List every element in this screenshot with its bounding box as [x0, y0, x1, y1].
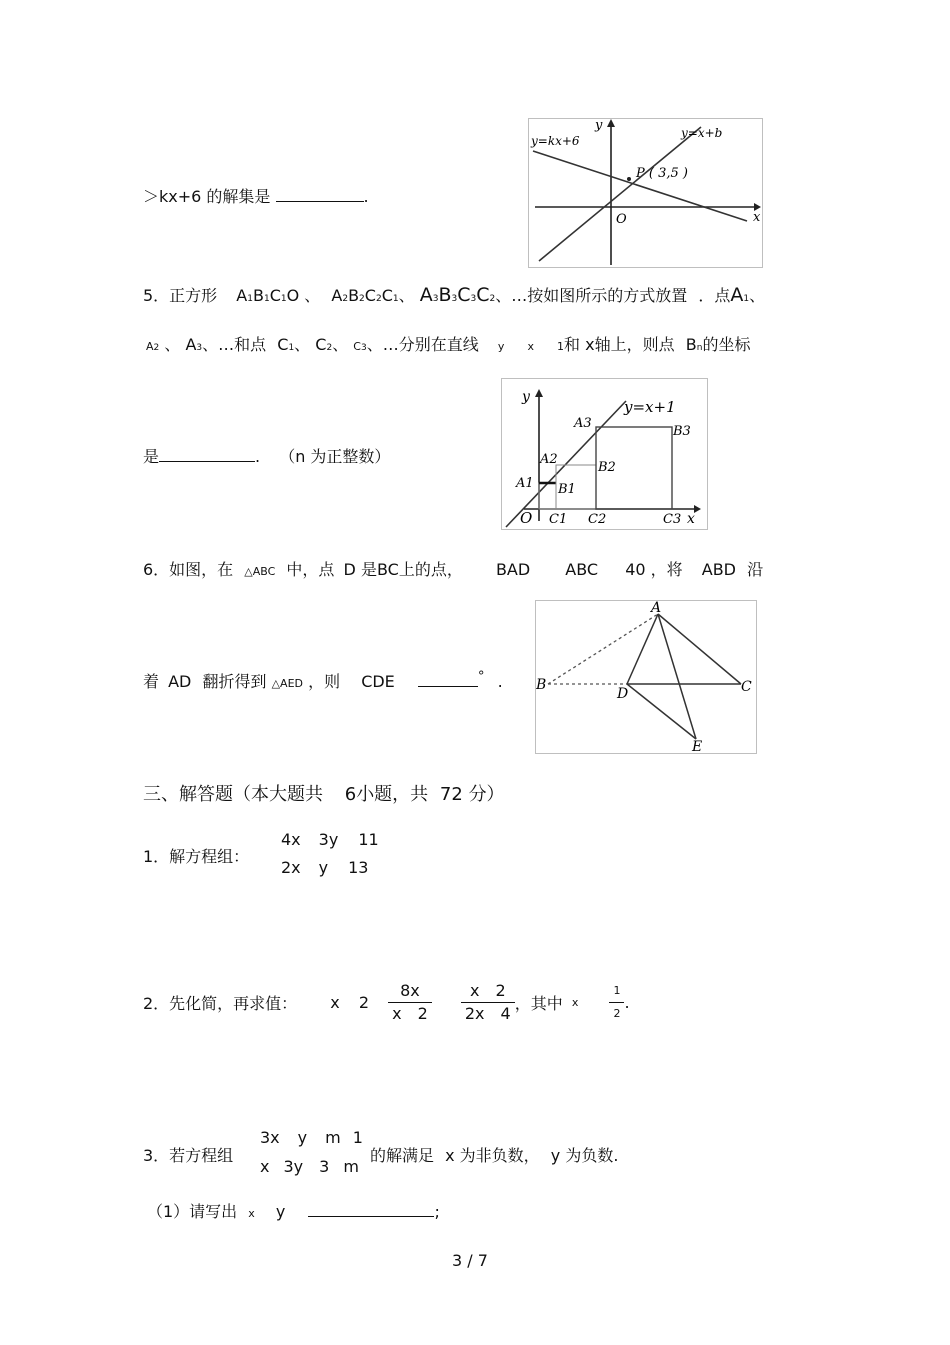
fraction-3 [609, 980, 624, 1025]
text-p2-f1d-0: x [392, 1004, 402, 1023]
text-p2-b: 2 [358, 993, 370, 1012]
text-q5-line2-11: 、 [332, 335, 349, 354]
text-q5-line1-1: A [236, 286, 248, 305]
text-q6-line1-2: 中，点 [286, 560, 335, 579]
text-section3-end: 分） [468, 784, 505, 805]
text-q5-line1-0: 5．正方形 [143, 286, 218, 305]
text-p2-f2n-0: x [469, 981, 480, 1000]
text-q6-line1-5: BC [376, 560, 399, 579]
text-fig1-l1: y=kx+6 [531, 134, 580, 148]
text-q6-line2-3: △AED [271, 677, 303, 690]
figure-squares-on-line [501, 378, 708, 530]
text-p2-end: . [624, 993, 630, 1012]
p3-tail [370, 1143, 618, 1166]
text-q5-line2-21: B [685, 335, 697, 354]
text-fig1-o: O [616, 212, 627, 227]
fraction-1 [388, 980, 432, 1025]
figure-triangle-fold [535, 600, 757, 754]
answer-blank[interactable] [308, 1202, 434, 1217]
text-q6-line1-4: 是 [360, 560, 377, 579]
text-q5-line1-27: A [730, 284, 744, 306]
text-p3-eq2-1: 3y [283, 1157, 304, 1176]
text-q5-line2-2: 、 [164, 335, 181, 354]
text-section3-n: 6 [344, 784, 357, 805]
page-number: 3 / 7 [452, 1251, 488, 1270]
text-q5-line2-14: 、…分别在直线 [366, 335, 479, 354]
text-q6-line1-1: △ABC [244, 565, 276, 578]
text-q5-line1-13: 2 [375, 294, 382, 304]
text-p3-eq2-3: m [343, 1157, 359, 1176]
text-q5-line1-26: ．点 [698, 286, 731, 305]
text-q6-line2-2: 翻折得到 [202, 672, 267, 691]
text-q6-line1-3: D [343, 560, 356, 579]
p1-eq2 [281, 858, 368, 877]
text-p3a-label: （1）请写出 [147, 1202, 238, 1221]
text-p2-f3d: 2 [613, 1007, 621, 1020]
text-q5-line1-3: B [252, 286, 264, 305]
text-q5-line3b: . [255, 447, 261, 466]
text-p2-f2n-1: 2 [495, 981, 506, 1000]
section-title [143, 780, 505, 806]
text-q4-end: . [363, 187, 369, 206]
text-p3-x: x [445, 1146, 455, 1165]
text-p2-mid: ，其中 [514, 994, 563, 1013]
text-fig3-D: D [617, 686, 629, 702]
text-p2-label: 2．先化简，再求值： [143, 994, 298, 1013]
text-fig3-C: C [741, 679, 752, 695]
q5-line3 [143, 444, 390, 467]
text-fig2-C2: C2 [588, 512, 607, 527]
text-q5-line1-12: C [364, 286, 376, 305]
text-q5-line1-6: 1 [280, 294, 287, 304]
text-q5-line1-24: 2 [489, 294, 496, 304]
text-q5-line1-2: 1 [247, 294, 253, 304]
text-p1-eq2-0: 2x [281, 858, 301, 877]
text-fig2-A1: A1 [516, 476, 534, 491]
text-q5-line1-25: 、…按如图所示的方式放置 [495, 286, 688, 305]
text-q5-line2-7: 1 [288, 343, 295, 353]
q5-line2 [146, 332, 750, 355]
text-p2-f1d-1: 2 [417, 1004, 428, 1023]
text-p3-eq1-2: m [325, 1128, 341, 1147]
text-p3-eq2-0: x [260, 1157, 270, 1176]
text-q5-line1-28: 1 [743, 294, 750, 304]
text-q5-line2-23: 的坐标 [702, 335, 751, 354]
text-q5-line2-19: x [585, 335, 595, 354]
text-fig3-B: B [536, 677, 547, 693]
text-q5-line1-17: A [419, 284, 433, 306]
text-q5-line2-12: C [353, 340, 361, 353]
text-q5-line2-1: 2 [153, 343, 160, 353]
fraction-2 [461, 980, 515, 1025]
text-p3-eq1-0: 3x [260, 1128, 280, 1147]
text-q5-line1-8: A [331, 286, 343, 305]
text-fig2-C1: C1 [549, 512, 568, 527]
text-fig1-pt: P ( 3,5 ) [636, 166, 688, 181]
q6-line2 [143, 669, 503, 692]
text-q6-line2-5: CDE [361, 672, 395, 691]
text-p2-a: x [330, 993, 340, 1012]
text-q5-line2-6: C [277, 335, 289, 354]
text-p1-eq1-1: 3y [318, 830, 339, 849]
text-fig1-l2: y=x+b [681, 126, 723, 140]
q5-line1 [143, 283, 765, 306]
text-p3a-end: ; [434, 1202, 440, 1221]
p3-eq1 [260, 1128, 363, 1147]
answer-blank[interactable] [159, 447, 255, 462]
text-p2-f2d-0: 2x [464, 1004, 485, 1023]
text-q5-line1-9: 2 [342, 294, 349, 304]
text-q6-line1-12: 沿 [747, 560, 764, 579]
text-q4-tail: ＞kx+6 的解集是 [143, 187, 271, 206]
text-fig2-C3: C3 [663, 512, 682, 527]
answer-blank[interactable] [276, 187, 364, 202]
text-q6-line1-9: 40 [625, 560, 646, 579]
text-q6-line2-0: 着 [143, 672, 160, 691]
text-q5-line1-4: 1 [263, 294, 270, 304]
text-q5-line2-17: 1 [557, 340, 565, 353]
text-p3-y: y [550, 1146, 561, 1165]
text-p2-f3n: 1 [609, 980, 624, 1003]
text-q6-line1-10: ，将 [650, 560, 683, 579]
text-q6-line2-6: ° [477, 669, 485, 685]
text-fig3-A: A [651, 601, 662, 616]
text-section3-mid: 小题，共 [356, 784, 429, 805]
text-p3a-y: y [275, 1202, 286, 1221]
text-q5-line2-13: 3 [360, 343, 367, 353]
text-p2-f1n: 8x [388, 980, 432, 1003]
point-p [627, 177, 631, 181]
q4-text [143, 184, 369, 207]
p1-eq1 [281, 830, 379, 849]
text-q5-line2-4: 3 [196, 343, 203, 353]
text-fig2-B3: B3 [673, 424, 691, 439]
text-fig2-B1: B1 [558, 482, 576, 497]
text-q5-line1-16: 、 [398, 286, 415, 305]
line-y-kx-6 [533, 151, 747, 221]
text-fig2-y: y [522, 389, 530, 405]
text-q5-line1-20: 3 [451, 294, 458, 304]
text-q5-line1-14: C [381, 286, 393, 305]
text-q6-line1-11: ABD [701, 560, 736, 579]
text-p3-eq1-3: 1 [352, 1128, 363, 1147]
text-q5-line1-11: 2 [359, 294, 365, 304]
text-q5-line2-22: n [696, 343, 703, 353]
text-q5-line1-18: 3 [432, 294, 439, 304]
text-fig2-B2: B2 [598, 460, 616, 475]
text-section3-title: 三、解答题（本大题共 [143, 784, 323, 805]
text-p2-f2d-1: 4 [500, 1004, 511, 1023]
text-p3-eq1-1: y [297, 1128, 308, 1147]
text-q5-line1-29: 、 [749, 286, 766, 305]
p3-eq2 [260, 1157, 359, 1176]
text-p1-eq1-0: 4x [281, 830, 301, 849]
text-section3-pts: 72 [439, 784, 463, 805]
text-p3-t2: 为非负数， [459, 1146, 540, 1165]
text-q6-line2-4: ，则 [308, 672, 341, 691]
text-p3a-x: x [248, 1207, 255, 1220]
text-q5-line2-3: A [185, 335, 197, 354]
text-q6-line2-7: . [497, 672, 503, 691]
text-q6-line1-0: 6．如图，在 [143, 560, 234, 579]
p2 [143, 980, 630, 1030]
text-fig1-x: x [753, 210, 761, 225]
text-q5-line1-23: C [476, 284, 490, 306]
text-p2-xv: x [571, 996, 579, 1009]
figure-3-svg [536, 601, 756, 753]
text-q5-line2-18: 和 [564, 335, 581, 354]
text-q5-line1-21: C [457, 284, 471, 306]
text-q6-line1-8: ABC [565, 560, 599, 579]
text-fig2-O: O [520, 509, 533, 527]
figure-2-svg [502, 379, 707, 529]
p3-label: 3．若方程组 [143, 1146, 234, 1165]
text-p1-eq2-1: y [318, 858, 329, 877]
text-q5-line2-16: x [527, 340, 534, 353]
text-q6-line2-1: AD [168, 672, 192, 691]
text-fig1-y: y [595, 119, 603, 133]
text-p3-eq2-2: 3 [319, 1157, 330, 1176]
text-p3-tail: 的解满足 [370, 1146, 435, 1165]
text-p1-eq2-2: 13 [348, 858, 369, 877]
text-q5-line3a: 是 [143, 447, 160, 466]
figure-linear-functions [528, 118, 763, 268]
text-q5-line1-10: B [348, 286, 360, 305]
text-q5-line1-15: 1 [392, 294, 399, 304]
text-fig2-A2: A2 [540, 452, 558, 467]
text-q5-line2-9: C [315, 335, 327, 354]
text-q5-line2-10: 2 [326, 343, 333, 353]
figure-1-svg [529, 119, 762, 267]
text-fig2-line: y=x+1 [624, 398, 676, 416]
text-q5-line2-8: 、 [294, 335, 311, 354]
text-q6-line1-6: 上的点， [398, 560, 463, 579]
text-q5-line2-5: 、…和点 [202, 335, 267, 354]
p1-label: 1．解方程组： [143, 847, 250, 866]
text-fig2-A3: A3 [574, 416, 592, 431]
text-fig2-x: x [687, 511, 695, 527]
text-q5-line2-0: A [146, 340, 154, 353]
text-p3-t3: 为负数. [565, 1146, 619, 1165]
text-fig3-E: E [692, 739, 703, 753]
text-q5-line1-19: B [438, 284, 452, 306]
p3a [147, 1199, 440, 1222]
text-q5-line2-15: y [497, 340, 505, 353]
text-q5-line1-5: C [269, 286, 281, 305]
text-q5-line3c: （n 为正整数） [279, 447, 391, 466]
text-q5-line1-7: O 、 [286, 286, 321, 305]
text-q6-line1-7: BAD [495, 560, 531, 579]
text-q5-line1-22: 3 [470, 294, 477, 304]
text-p1-eq1-2: 11 [358, 830, 379, 849]
text-q5-line2-20: 轴上，则点 [594, 335, 675, 354]
q6-line1 [143, 557, 763, 580]
answer-blank[interactable] [418, 672, 478, 687]
